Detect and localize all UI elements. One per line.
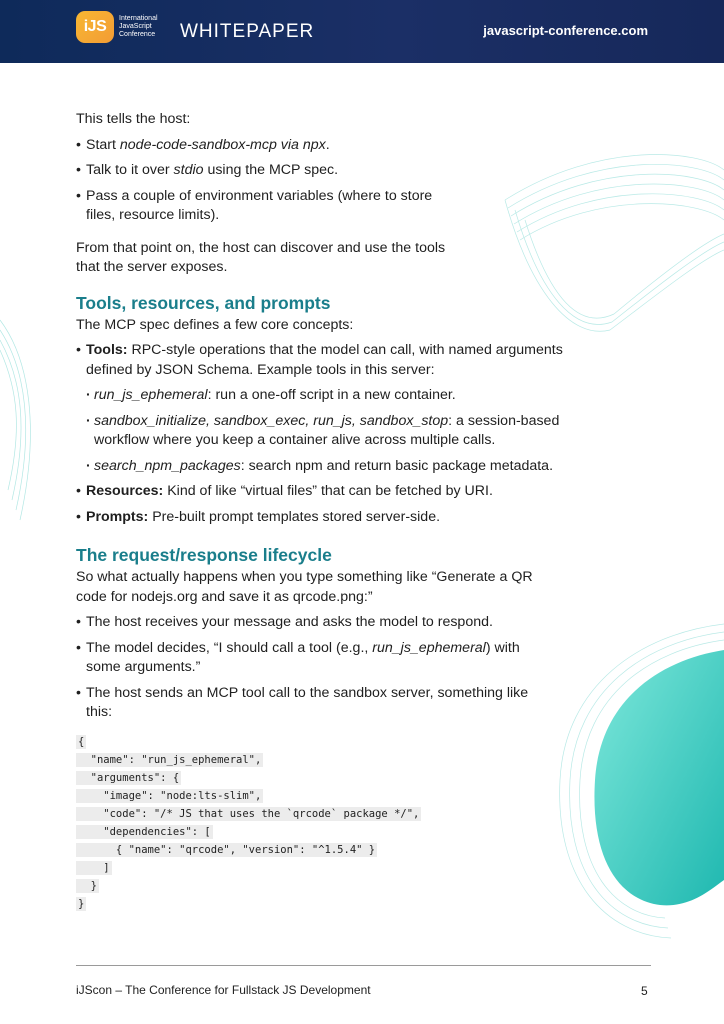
text: The model decides, “I should call a tool (e.g., [86, 639, 373, 656]
code-line [76, 877, 566, 895]
term: Tools: [86, 342, 128, 358]
code-text: } [78, 879, 97, 892]
list-item [76, 508, 566, 528]
list-item [76, 412, 566, 451]
text: ) with some arguments.” [86, 639, 520, 675]
text: Pre-built prompt templates stored server-side. [148, 508, 441, 525]
section-heading: Tools, resources, and prompts [76, 292, 331, 313]
list-item [76, 136, 566, 156]
emphasis: sandbox_initialize, sandbox_exec, run_js, sandbox_stop [94, 412, 449, 429]
code-text: ] [78, 861, 110, 874]
logo-line: JavaScript [119, 23, 152, 30]
text: Talk to it over [86, 162, 174, 178]
code-line [76, 805, 566, 823]
emphasis: search_npm_packages [94, 457, 241, 474]
list-item: • The host sends an MCP tool call to the sandbox server, something like this: [76, 684, 556, 723]
list-item [76, 386, 566, 406]
code-line [76, 895, 566, 913]
concepts-list [76, 341, 566, 527]
code-line [76, 787, 566, 805]
code-line [76, 823, 566, 841]
text: : a session-based workflow where you keep a container alive across multiple calls. [94, 412, 560, 448]
list-item [76, 187, 456, 226]
code-text: "name": "run_js_ephemeral", [78, 753, 262, 766]
doc-type-label: WHITEPAPER [180, 21, 315, 42]
code-text: } [78, 897, 85, 910]
term: Prompts: [86, 508, 149, 525]
paragraph: The MCP spec defines a few core concepts: [76, 316, 354, 333]
text: : search npm and return basic package metadata. [240, 457, 554, 474]
emphasis: run_js_ephemeral [94, 387, 208, 403]
ijs-logo: iJS [76, 11, 114, 43]
list-item [76, 341, 566, 476]
text: RPC-style operations that the model can call, with named arguments defined by JSON Schema. Example tools in this server: [86, 342, 563, 378]
code-text: { [78, 735, 85, 748]
code-line [76, 751, 566, 769]
paragraph: From that point on, the host can discover and use the tools that the server exposes. [76, 239, 446, 275]
emphasis: node-code-sandbox-mcp via npx [119, 136, 326, 153]
site-url: javascript-conference.com [483, 23, 648, 38]
paragraph: So what actually happens when you type something like “Generate a QR code for nodejs.org and save it as qrcode.png:” [76, 569, 533, 605]
logo-wordmark [119, 15, 179, 39]
text: using the MCP spec. [203, 162, 339, 178]
list-item [76, 457, 566, 477]
lifecycle-list [76, 613, 566, 723]
logo-line: International [119, 15, 158, 22]
term: Resources: [86, 483, 164, 499]
list-item: • The host receives your message and asks the model to respond. [76, 613, 566, 633]
section-heading: The request/response lifecycle [76, 545, 332, 565]
text: : run a one-off script in a new container. [207, 387, 456, 403]
footer-divider [76, 965, 651, 966]
code-text: "arguments": { [78, 771, 180, 784]
page-number: 5 [641, 984, 648, 998]
text: . [325, 136, 330, 153]
code-line [76, 769, 566, 787]
emphasis: run_js_ephemeral [372, 639, 486, 656]
code-line [76, 733, 566, 751]
paragraph: This tells the host: [76, 111, 191, 127]
logo-line: Conference [119, 31, 156, 38]
text: Pass a couple of environment variables (where to store files, resource limits). [86, 187, 433, 223]
code-text: "image": "node:lts-slim", [78, 789, 262, 802]
emphasis: stdio [173, 162, 204, 178]
header-bar [0, 0, 724, 63]
text: Start [86, 136, 120, 153]
list-item [76, 482, 566, 502]
code-text: "code": "/* JS that uses the `qrcode` package */", [78, 807, 420, 820]
code-line [76, 841, 566, 859]
code-text: "dependencies": [ [78, 825, 211, 838]
list-item [76, 639, 541, 678]
host-steps-list [76, 136, 566, 226]
footer-title: iJScon – The Conference for Fullstack JS Development [76, 983, 371, 997]
tool-examples-list [76, 386, 566, 476]
code-line [76, 859, 566, 877]
code-block [76, 733, 566, 913]
code-text: { "name": "qrcode", "version": "^1.5.4" } [78, 843, 376, 856]
text: Kind of like “virtual files” that can be fetched by URI. [163, 483, 493, 499]
article-body [76, 110, 566, 913]
list-item [76, 161, 566, 181]
